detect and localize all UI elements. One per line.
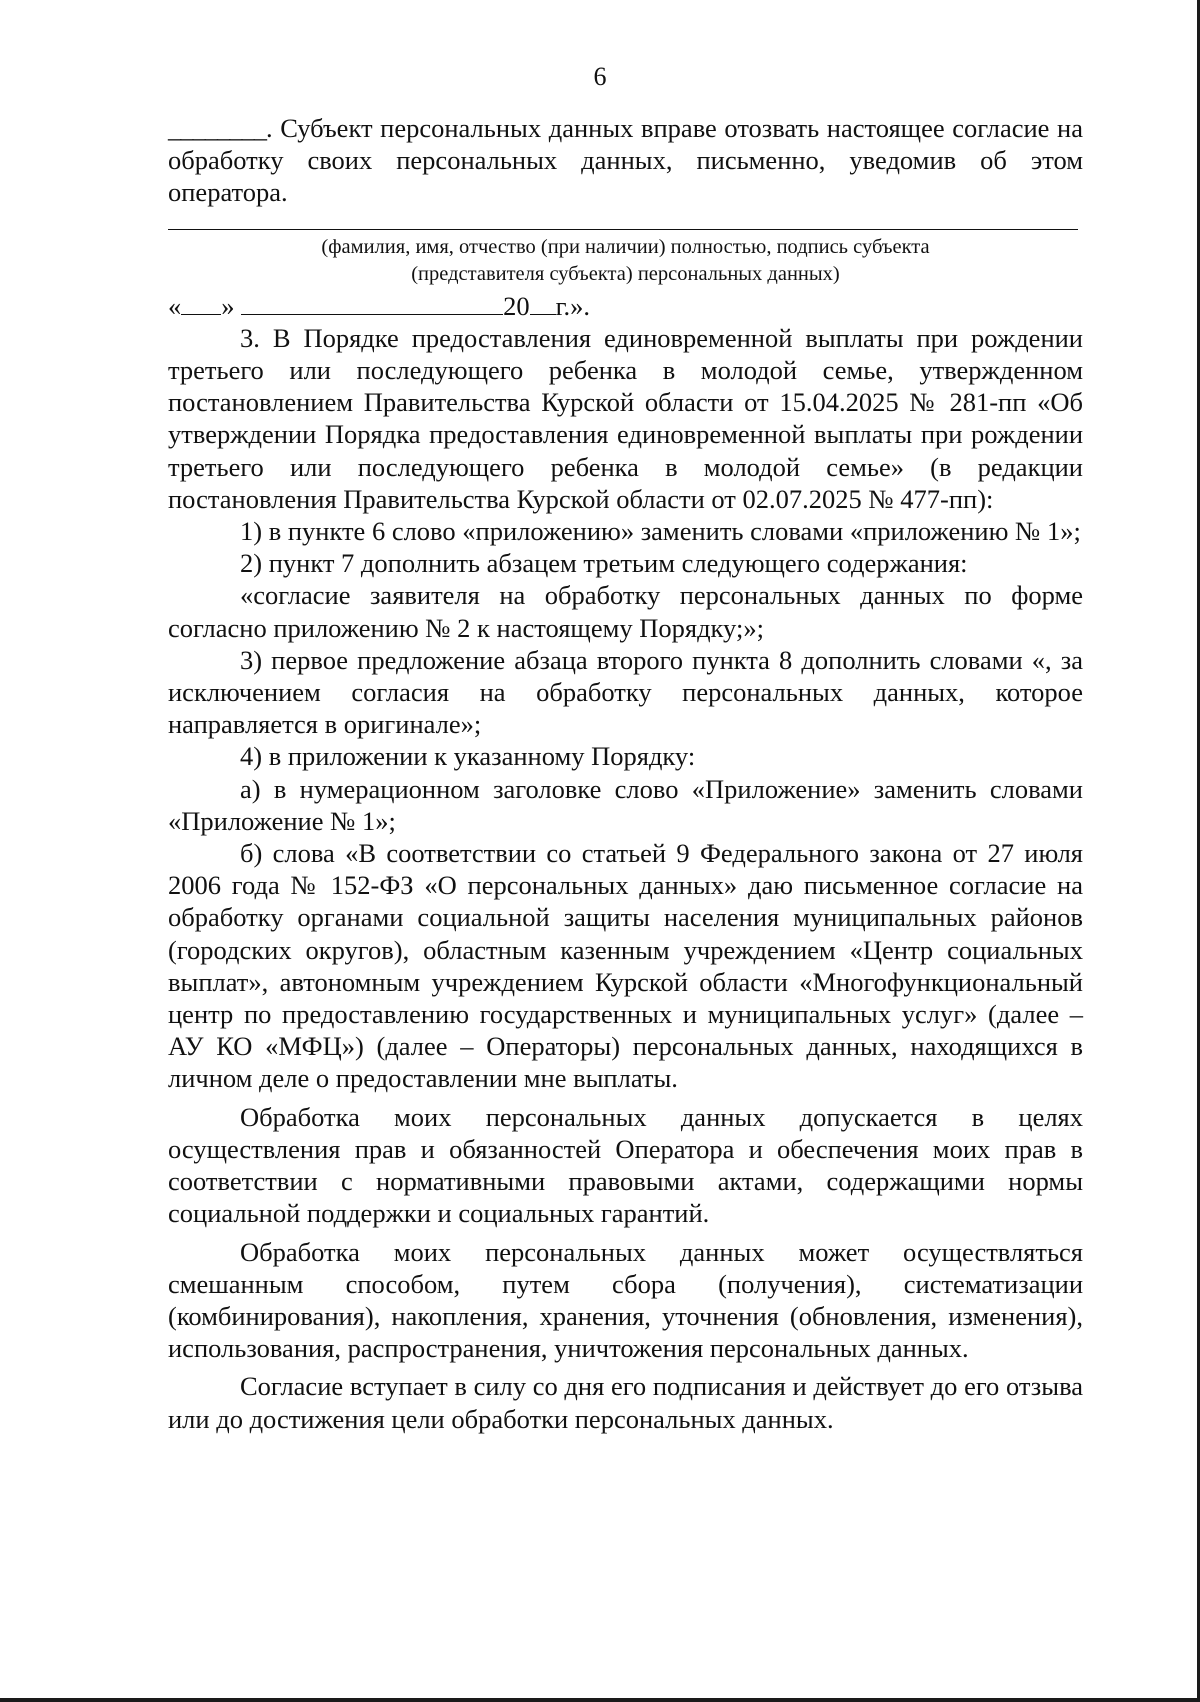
paragraph-p3-3: 3) первое предложение абзаца второго пункта 8 дополнить словами «, за исключением согласия на обработку персональных данных, которое направляется в оригинале»; — [168, 644, 1083, 740]
paragraph-p3-1: 1) в пункте 6 слово «приложению» заменить словами «приложению № 1»; — [240, 516, 1081, 547]
opening-text: . Субъект персональных данных вправе отозвать настоящее согласие на обработку своих персональных данных, письменно, уведомив об этом оператора. — [168, 113, 1083, 208]
date-open-quote: « — [168, 290, 182, 321]
date-year-suffix: г.». — [555, 290, 591, 321]
paragraph-p3-4-b: б) слова «В соответствии со статьей 9 Федерального закона от 27 июля 2006 года № 152-ФЗ «О персональных данных» даю письменное согласие на обработку органами социальной защиты населения муниципальных районов (городских округов), областным казенным учреждением «Центр социальных выплат», автономным учреждением Курской области «Многофункциональный центр по предоставлению государственных и муниципальных услуг» (далее – АУ КО «МФЦ») (далее – Операторы) персональных данных, находящихся в личном деле о предоставлении мне выплаты. — [168, 838, 1083, 1094]
page-number: 6 — [593, 62, 607, 91]
paragraph-p-processing-1: Обработка моих персональных данных допускается в целях осуществления прав и обязанностей Оператора и обеспечения моих прав в соответствии с нормативными правовыми актами, содержащими нормы социальной поддержки и социальных гарантий. — [168, 1101, 1083, 1229]
date-line — [168, 290, 1083, 322]
date-close-quote: » — [221, 290, 235, 321]
date-year-blank — [530, 292, 556, 315]
amendment-paragraphs — [168, 322, 1083, 1435]
paragraph-p3-4: 4) в приложении к указанному Порядку: — [240, 741, 696, 772]
consent-opening-paragraph — [168, 112, 1083, 209]
date-month-blank — [241, 292, 503, 315]
paragraph-p-validity: Согласие вступает в силу со дня его подписания и действует до его отзыва или до достижения цели обработки персональных данных. — [168, 1371, 1083, 1434]
paragraph-p3-2: 2) пункт 7 дополнить абзацем третьим следующего содержания: — [240, 548, 968, 579]
date-year-prefix: 20 — [503, 290, 530, 321]
scan-border-bottom — [0, 1698, 1200, 1702]
paragraph-p3: 3. В Порядке предоставления единовременной выплаты при рождении третьего или последующего ребенка в молодой семье, утвержденном постановлением Правительства Курской области от 15.04.2025 № 281-пп «Об утверждении Порядка предоставления единовременной выплаты при рождении третьего или последующего ребенка в молодой семье» (в редакции постановления Правительства Курской области от 02.07.2025 № 477-пп): — [168, 322, 1083, 514]
signature-caption-line1: (фамилия, имя, отчество (при наличии) полностью, подпись субъекта — [321, 235, 930, 258]
paragraph-p-processing-2: Обработка моих персональных данных может осуществляться смешанным способом, путем сбора (получения), систематизации (комбинирования), накопления, хранения, уточнения (обновления, изменения), использования, распространения, уничтожения персональных данных. — [168, 1236, 1083, 1364]
document-body — [168, 112, 1083, 1435]
signature-caption-line2: (представителя субъекта) персональных данных) — [411, 262, 840, 285]
date-day-blank — [181, 292, 221, 315]
opening-blank: ________ — [168, 113, 266, 143]
signature-line — [168, 229, 1078, 230]
paragraph-p3-2-quote: «согласие заявителя на обработку персональных данных по форме согласно приложению № 2 к настоящему Порядку;»; — [168, 580, 1083, 643]
paragraph-p3-4-a: а) в нумерационном заголовке слово «Приложение» заменить словами «Приложение № 1»; — [168, 773, 1083, 836]
